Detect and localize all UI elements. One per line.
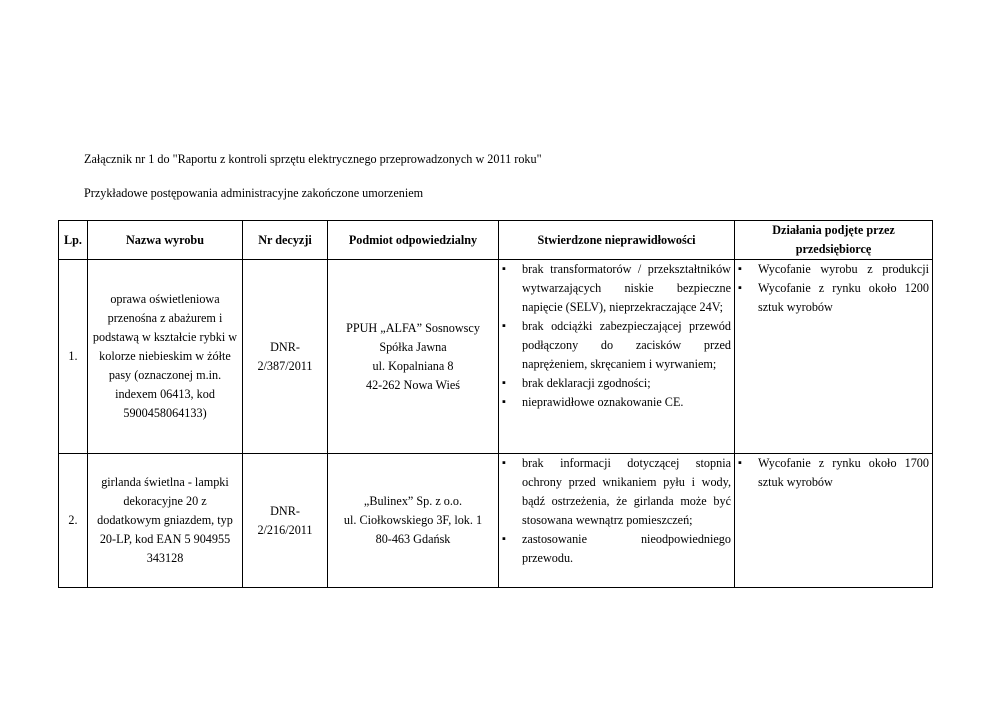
action-item: ▪ Wycofanie wyrobu z produkcji — [735, 260, 929, 279]
col-header-issues: Stwierdzone nieprawidłowości — [499, 221, 735, 260]
issue-item: ▪ brak transformatorów / przekształtników wytwarzających niskie bezpieczne napięcie (SELV), nieprzekraczające 24V; — [499, 260, 731, 317]
row-product: girlanda świetlna - lampki dekoracyjne 20 z dodatkowym gniazdem, typ 20-LP, kod EAN 5 904955 343128 — [88, 454, 243, 588]
attachment-title: Załącznik nr 1 do "Raportu z kontroli sprzętu elektrycznego przeprowadzonych w 2011 roku" — [84, 152, 542, 166]
entity-line: ul. Kopalniana 8 — [372, 358, 454, 373]
entity-line: „Bulinex” Sp. z o.o. — [363, 494, 463, 508]
row-decision: DNR-2/387/2011 — [243, 260, 328, 454]
action-item: ▪ Wycofanie z rynku około 1700 sztuk wyrobów — [735, 454, 929, 492]
action-item: ▪ Wycofanie z rynku około 1200 sztuk wyrobów — [735, 279, 929, 317]
table-row — [59, 454, 933, 588]
issue-item: ▪ nieprawidłowe oznakowanie CE. — [499, 393, 731, 412]
row-actions — [735, 260, 933, 454]
entity-line: PPUH „ALFA” Sosnowscy — [346, 320, 480, 335]
issue-item: ▪ brak informacji dotyczącej stopnia ochrony przed wnikaniem pyłu i wody, bądź ostrzeżenia, że girlanda może być stosowana wewnątrz pomieszczeń; — [499, 454, 731, 530]
issue-item: ▪ brak odciążki zabezpieczającej przewód podłączony do zacisków przed naprężeniem, skręcaniem i wyrwaniem; — [499, 317, 731, 374]
col-header-entity: Podmiot odpowiedzialny — [328, 221, 499, 260]
table-row — [59, 260, 933, 454]
row-actions — [735, 454, 933, 588]
issue-item: ▪ zastosowanie nieodpowiedniego przewodu. — [499, 530, 731, 568]
entity-line: 42-262 Nowa Wieś — [365, 377, 461, 392]
proceedings-table — [58, 220, 933, 588]
col-header-product: Nazwa wyrobu — [88, 221, 243, 260]
row-lp: 2. — [59, 454, 88, 588]
row-issues — [499, 454, 735, 588]
row-issues — [499, 260, 735, 454]
row-lp: 1. — [59, 260, 88, 454]
row-entity — [328, 454, 499, 588]
entity-line: ul. Ciołkowskiego 3F, lok. 1 — [343, 513, 483, 527]
table-header-row — [59, 221, 933, 260]
section-subtitle: Przykładowe postępowania administracyjne zakończone umorzeniem — [84, 186, 424, 200]
row-decision: DNR-2/216/2011 — [243, 454, 328, 588]
row-product: oprawa oświetleniowa przenośna z abażurem i podstawą w kształcie rybki w kolorze niebieskim w żółte pasy (oznaczonej m.in. indexem 06413, kod 5900458064133) — [88, 260, 243, 454]
col-header-lp: Lp. — [59, 221, 88, 260]
row-entity — [328, 260, 499, 454]
issue-item: ▪ brak deklaracji zgodności; — [499, 374, 731, 393]
col-header-actions: Działania podjęte przez przedsiębiorcę — [735, 221, 933, 260]
entity-line: 80-463 Gdańsk — [375, 532, 451, 546]
col-header-decision: Nr decyzji — [243, 221, 328, 260]
entity-line: Spółka Jawna — [379, 339, 447, 354]
